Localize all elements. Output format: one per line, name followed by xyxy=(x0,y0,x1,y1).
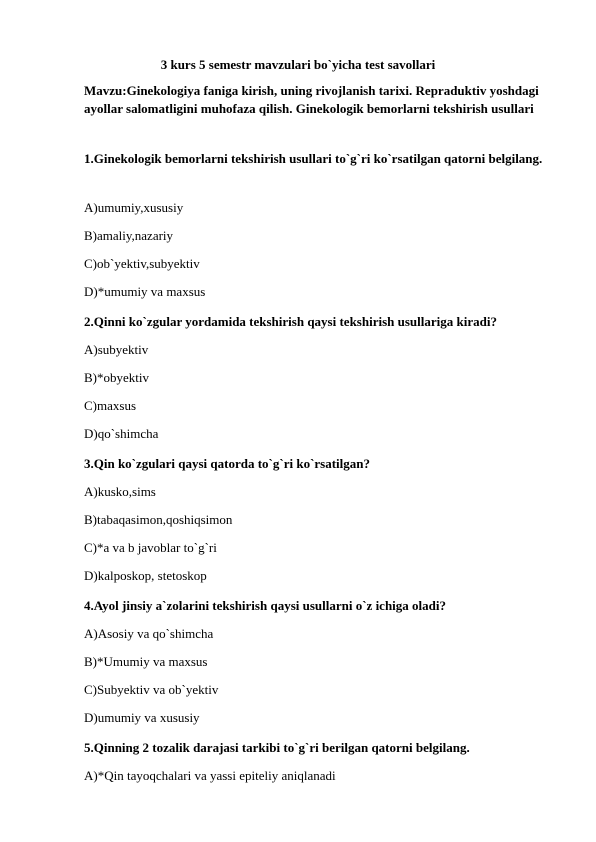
question-2-option-c: C)maxsus xyxy=(84,398,136,413)
question-4-option-a: A)Asosiy va qo`shimcha xyxy=(84,626,214,641)
question-3-option-c: C)*a va b javoblar to`g`ri xyxy=(84,540,217,555)
question-3-option-b: B)tabaqasimon,qoshiqsimon xyxy=(84,512,233,527)
question-2-option-a: A)subyektiv xyxy=(84,342,149,357)
question-5-option-a: A)*Qin tayoqchalari va yassi epiteliy aniqlanadi xyxy=(84,768,336,783)
document-title: 3 kurs 5 semestr mavzulari bo`yicha test savollari xyxy=(160,57,436,72)
question-2-option-d: D)qo`shimcha xyxy=(84,426,159,441)
question-2-option-b: B)*obyektiv xyxy=(84,370,149,385)
question-4-option-c: C)Subyektiv va ob`yektiv xyxy=(84,682,219,697)
question-4-option-d: D)umumiy va xususiy xyxy=(84,710,200,725)
question-3: 3.Qin ko`zgulari qaysi qatorda to`g`ri ko`rsatilgan? xyxy=(84,456,371,471)
question-1: 1.Ginekologik bemorlarni tekshirish usullari to`g`ri ko`rsatilgan qatorni belgilang. xyxy=(84,151,543,166)
question-5: 5.Qinning 2 tozalik darajasi tarkibi to`g`ri berilgan qatorni belgilang. xyxy=(84,740,470,755)
question-1-option-d: D)*umumiy va maxsus xyxy=(84,284,206,299)
question-2: 2.Qinni ko`zgular yordamida tekshirish qaysi tekshirish usullariga kiradi? xyxy=(84,314,497,329)
question-4: 4.Ayol jinsiy a`zolarini tekshirish qaysi usullarni o`z ichiga oladi? xyxy=(84,598,446,613)
question-1-option-a: A)umumiy,xususiy xyxy=(84,200,184,215)
topic-heading: Mavzu:Ginekologiya faniga kirish, uning rivojlanish tarixi. Repraduktiv yoshdagi ayollar salomatligini muhofaza qilish. Ginekologik bemorlarni tekshirish usullari xyxy=(84,83,539,116)
question-1-option-b: B)amaliy,nazariy xyxy=(84,228,174,243)
question-3-option-a: A)kusko,sims xyxy=(84,484,156,499)
question-4-option-b: B)*Umumiy va maxsus xyxy=(84,654,208,669)
question-1-option-c: C)ob`yektiv,subyektiv xyxy=(84,256,200,271)
question-3-option-d: D)kalposkop, stetoskop xyxy=(84,568,207,583)
